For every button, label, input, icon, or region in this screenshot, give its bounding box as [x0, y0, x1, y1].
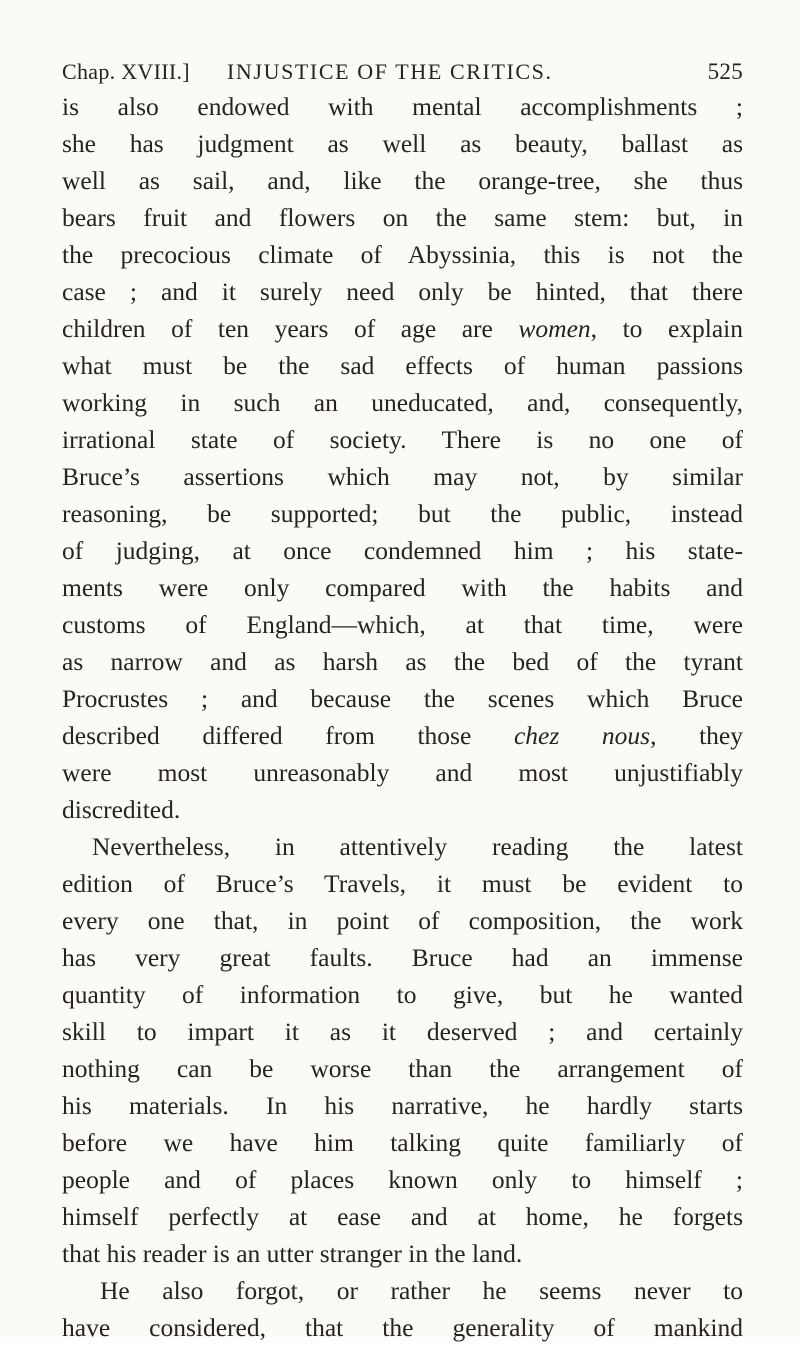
text-line: irrational state of society. There is no one of	[62, 425, 743, 454]
text-line: discredited.	[62, 795, 181, 824]
text-line: nothing can be worse than the arrangement of	[62, 1054, 743, 1083]
text-line: of judging, at once condemned him ; his state-	[62, 536, 743, 565]
text-line: Procrustes ; and because the scenes which Bruce	[62, 684, 743, 713]
body-text	[62, 88, 743, 1346]
text-line: working in such an uneducated, and, consequently,	[62, 388, 743, 417]
text-line: well as sail, and, like the orange-tree, she thus	[62, 166, 743, 195]
text-line: skill to impart it as it deserved ; and certainly	[62, 1017, 743, 1046]
text-line: before we have him talking quite familiarly of	[62, 1128, 743, 1157]
running-title: INJUSTICE OF THE CRITICS.	[227, 59, 553, 84]
emphasis-text: chez nous	[513, 721, 651, 750]
text-line: the precocious climate of Abyssinia, this is not the	[62, 240, 743, 269]
text-segment: , they	[650, 721, 743, 750]
text-line: every one that, in point of composition, the work	[62, 906, 743, 935]
text-line: is also endowed with mental accomplishments ;	[62, 92, 743, 121]
text-segment: described differed from those	[62, 721, 514, 750]
text-line: what must be the sad effects of human passions	[62, 351, 743, 380]
text-line: people and of places known only to himself ;	[62, 1165, 743, 1194]
text-line: edition of Bruce’s Travels, it must be evident to	[62, 869, 743, 898]
text-line: himself perfectly at ease and at home, he forgets	[62, 1202, 743, 1231]
text-line: quantity of information to give, but he wanted	[62, 980, 743, 1009]
text-segment: children of ten years of age are	[62, 314, 519, 343]
text-line	[62, 717, 743, 754]
text-line: ments were only compared with the habits and	[62, 573, 743, 602]
emphasis-text: women	[518, 314, 591, 343]
text-line: He also forgot, or rather he seems never to	[100, 1276, 743, 1305]
text-line: have considered, that the generality of mankind	[62, 1313, 743, 1342]
text-line: she has judgment as well as beauty, ballast as	[62, 129, 743, 158]
text-line: were most unreasonably and most unjustifiably	[62, 758, 743, 787]
text-line: customs of England—which, at that time, were	[62, 610, 743, 639]
text-line: Bruce’s assertions which may not, by similar	[62, 462, 743, 491]
text-line: bears fruit and flowers on the same stem: but, in	[62, 203, 743, 232]
text-line: as narrow and as harsh as the bed of the tyrant	[62, 647, 743, 676]
chapter-label: Chap. XVIII.]	[62, 59, 190, 84]
text-segment: , to explain	[590, 314, 743, 343]
text-line: his materials. In his narrative, he hardly starts	[62, 1091, 743, 1120]
text-line	[62, 310, 743, 347]
text-line: case ; and it surely need only be hinted, that there	[62, 277, 743, 306]
text-line: reasoning, be supported; but the public, instead	[62, 499, 743, 528]
text-line: Nevertheless, in attentively reading the latest	[92, 832, 743, 861]
running-head	[62, 52, 743, 92]
text-line: that his reader is an utter stranger in the land.	[62, 1239, 523, 1268]
page-number: 525	[707, 59, 743, 84]
text-line: has very great faults. Bruce had an immense	[62, 943, 743, 972]
